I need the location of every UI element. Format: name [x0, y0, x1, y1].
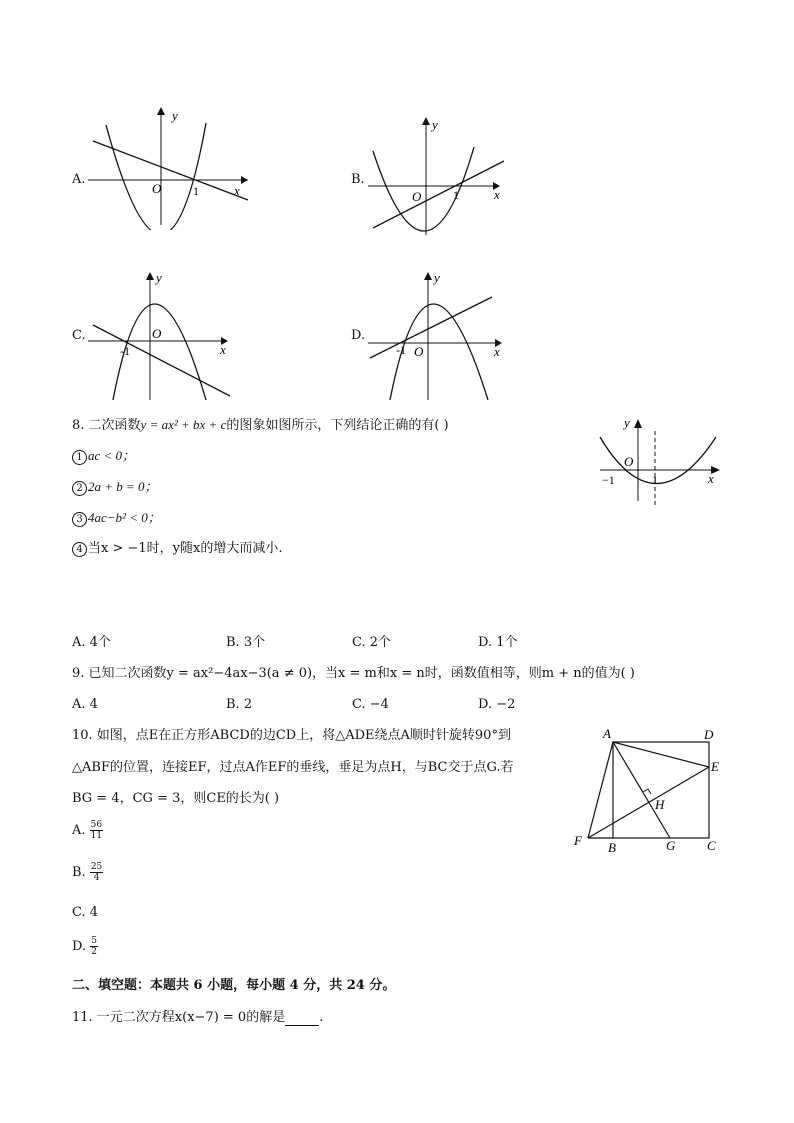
q10-figure — [570, 725, 730, 855]
graph-a-tick: 1 — [193, 184, 199, 198]
q10-option-d: D. $\frac{5}{2}$ — [72, 936, 97, 957]
q10-point-a: A — [603, 726, 611, 741]
q9-stem: 9. 已知二次函数y = ax²−4ax−3(a ≠ 0)，当x = m和x = n时，函数值相等，则m + n的值为( ) — [72, 666, 635, 681]
q11-stem: 11. 一元二次方程x(x−7) = 0的解是 . — [72, 1010, 324, 1025]
q8-graph-x-label: x — [708, 471, 714, 486]
q8-stem: 8. 二次函数y = ax² + bx + c的图象如图所示，下列结论正确的有( ) — [72, 417, 449, 433]
q10-point-d: D — [704, 727, 714, 742]
graph-d-origin: O — [414, 344, 424, 359]
q11-answer-blank[interactable] — [285, 1014, 319, 1026]
q9-option-c: C. −4 — [352, 697, 389, 712]
q8-item-4: 4 当x > −1时，y随x的增大而减小. — [72, 541, 282, 557]
q8-graph — [598, 415, 726, 510]
q9-option-a: A. 4 — [72, 697, 98, 712]
graph-c-origin: O — [152, 326, 162, 341]
graph-d-tick: -1 — [396, 343, 406, 357]
graph-c — [88, 268, 238, 403]
q10-point-f: F — [574, 833, 582, 848]
q8-item-2: 2 2a + b = 0； — [72, 479, 158, 496]
q9-option-b: B. 2 — [226, 697, 253, 712]
q10-point-g: G — [666, 838, 676, 853]
graph-a-y-label: y — [172, 108, 178, 123]
q10-option-b: B. $\frac{25}{4}$ — [72, 862, 103, 883]
graph-b — [368, 113, 508, 238]
q8-graph-origin: O — [624, 454, 634, 469]
graph-c-x-label: x — [220, 342, 226, 357]
graph-d — [368, 268, 513, 403]
q10-point-h: H — [655, 797, 665, 812]
graph-d-y-label: y — [434, 270, 440, 285]
q9-option-d: D. −2 — [478, 697, 516, 712]
q8-graph-one: 1 — [652, 473, 658, 487]
q10-stem-line1: 10. 如图，点E在正方形ABCD的边CD上，将△ADE绕点A顺时针旋转90°到 — [72, 728, 511, 743]
graph-b-tick: 1 — [453, 188, 459, 202]
q8-graph-neg1: −1 — [602, 473, 615, 487]
graph-a — [88, 105, 258, 230]
graph-c-y-label: y — [156, 270, 162, 285]
graph-b-y-label: y — [432, 117, 438, 132]
q8-item-1: 1 ac < 0； — [72, 448, 135, 465]
option-b-label: B. — [351, 172, 365, 187]
graph-b-origin: O — [412, 189, 422, 204]
option-c-label: C. — [72, 328, 86, 343]
option-d-label: D. — [351, 328, 366, 343]
graph-c-tick: -1 — [120, 344, 130, 358]
q8-option-b: B. 3个 — [226, 635, 266, 650]
q10-option-c: C. 4 — [72, 905, 99, 920]
graph-a-x-label: x — [234, 183, 240, 198]
graph-d-x-label: x — [494, 344, 500, 359]
q10-point-e: E — [711, 759, 719, 774]
q10-option-a: A. $\frac{56}{11}$ — [72, 820, 103, 841]
q10-point-c: C — [707, 838, 716, 853]
option-a-label: A. — [72, 172, 86, 187]
graph-a-origin: O — [152, 181, 162, 196]
q8-option-d: D. 1个 — [478, 635, 518, 650]
graph-b-x-label: x — [494, 187, 500, 202]
q8-option-c: C. 2个 — [352, 635, 392, 650]
q8-graph-y-label: y — [624, 415, 630, 430]
q10-stem-line3: BG = 4，CG = 3，则CE的长为( ) — [72, 791, 280, 806]
q8-item-3: 3 4ac−b² < 0； — [72, 510, 161, 527]
section-2-heading: 二、填空题：本题共 6 小题，每小题 4 分，共 24 分。 — [72, 978, 396, 993]
q10-stem-line2: △ABF的位置，连接EF，过点A作EF的垂线，垂足为点H，与BC交于点G.若 — [72, 760, 514, 775]
q8-option-a: A. 4个 — [72, 635, 111, 650]
q10-point-b: B — [608, 840, 616, 855]
